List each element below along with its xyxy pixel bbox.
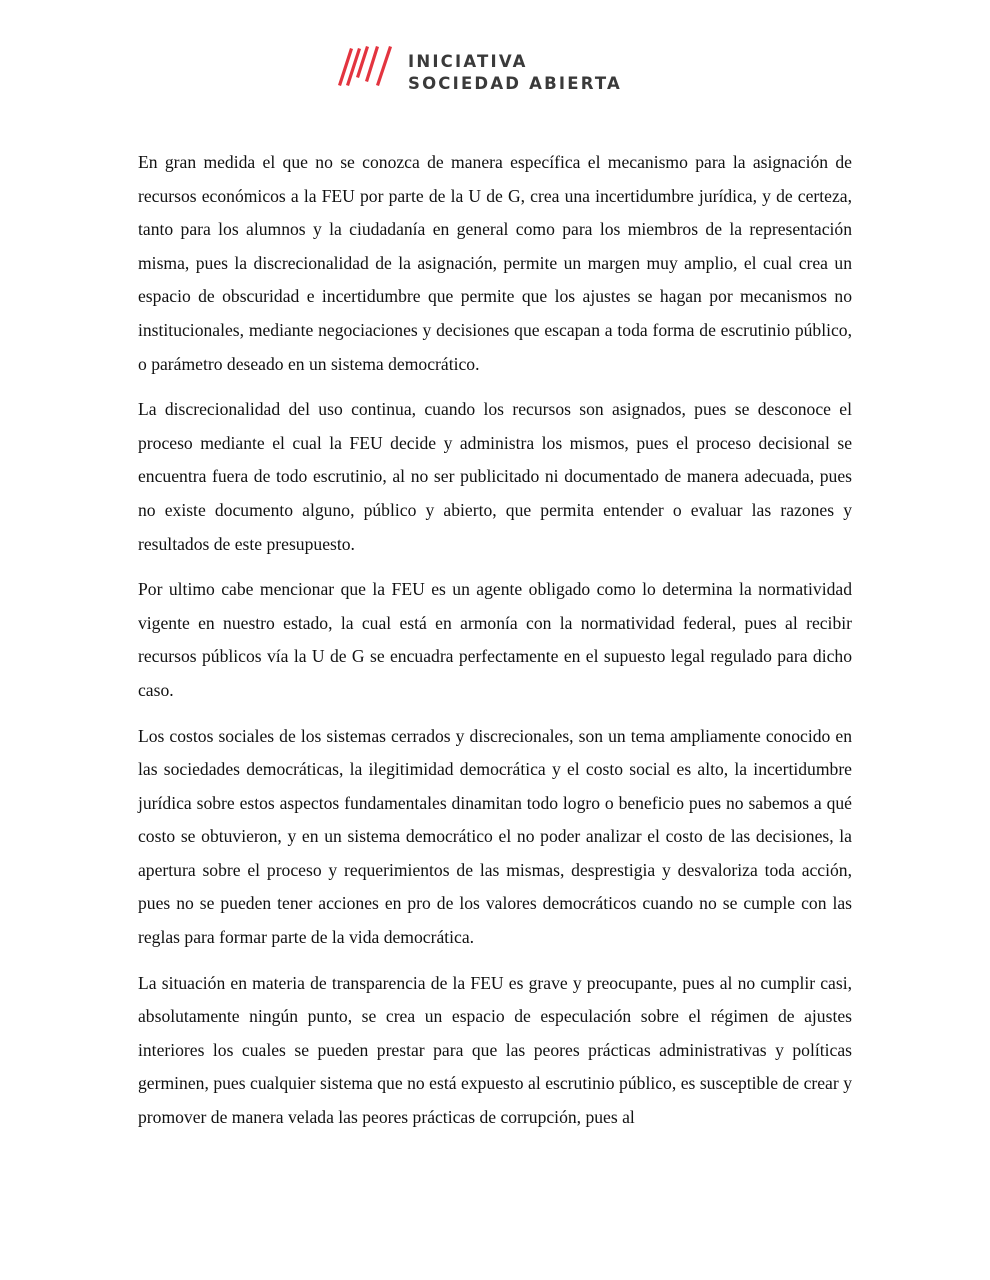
paragraph-1: En gran medida el que no se conozca de manera específica el mecanismo para la asignación de recursos económicos a la FEU por parte de la U de G, crea una incertidumbre jurídica, y de certeza, tanto para los alumnos y la ciudadanía en general como para los miembros de la representación misma, pues la discrecionalidad de la asignación, permite un margen muy amplio, el cual crea un espacio de obscuridad e incertidumbre que permite que los ajustes se hagan por mecanismos no institucionales, mediante negociaciones y decisiones que escapan a toda forma de escrutinio público, o parámetro deseado en un sistema democrático. [138, 152, 852, 374]
brand-line-2: SOCIEDAD ABIERTA [408, 74, 623, 93]
paragraph-3: Por ultimo cabe mencionar que la FEU es un agente obligado como lo determina la normatividad vigente en nuestro estado, la cual está en armonía con la normatividad federal, pues al recibir recursos públicos vía la U de G se encuadra perfectamente en el supuesto legal regulado para dicho caso. [138, 579, 852, 700]
paragraph-2: La discrecionalidad del uso continua, cuando los recursos son asignados, pues se desconoce el proceso mediante el cual la FEU decide y administra los mismos, pues el proceso decisional se encuentra fuera de todo escrutinio, al no ser publicitado ni documentado de manera adecuada, pues no existe documento alguno, público y abierto, que permita entender o evaluar las razones y resultados de este presupuesto. [138, 399, 852, 554]
brand-line-1: INICIATIVA [408, 52, 528, 71]
paragraph-4: Los costos sociales de los sistemas cerrados y discrecionales, son un tema ampliamente conocido en las sociedades democráticas, la ilegitimidad democrática y el costo social es alto, la incertidumbre jurídica sobre estos aspectos fundamentales dinamitan todo logro o beneficio pues no sabemos a qué costo se obtuvieron, y en un sistema democrático el no poder analizar el costo de las decisiones, la apertura sobre el proceso y requerimientos de las mismas, desprestigia y desvaloriza toda acción, pues no se pueden tener acciones en pro de los valores democráticos cuando no se cumple con las reglas para formar parte de la vida democrática. [138, 725, 852, 948]
paragraph-5: La situación en materia de transparencia de la FEU es grave y preocupante, pues al no cumplir casi, absolutamente ningún punto, se crea un espacio de especulación sobre el régimen de ajustes interiores los cuales se pueden prestar para que las peores prácticas administrativas y políticas germinen, pues cualquier sistema que no está expuesto al escrutinio público, es susceptible de crear y promover de manera velada las peores prácticas de corrupción, pues al [138, 972, 852, 1128]
page-header [338, 44, 658, 92]
document-body [138, 146, 852, 1147]
slash-bars-logo-icon [338, 44, 396, 88]
brand-name [408, 51, 622, 95]
